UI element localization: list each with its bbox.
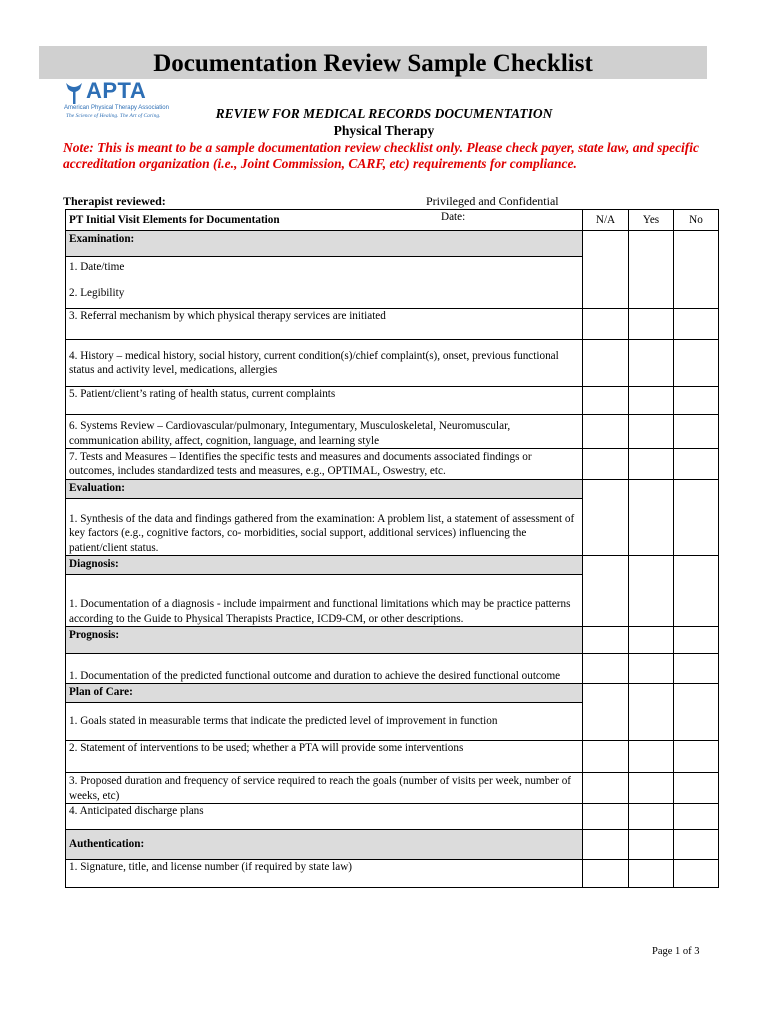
checkbox-yes[interactable]	[629, 627, 674, 654]
checkbox-no[interactable]	[674, 654, 719, 684]
section-authentication: Authentication:	[66, 830, 583, 860]
checkbox-na[interactable]	[583, 741, 629, 773]
table-header-row	[66, 210, 719, 231]
table-row	[66, 415, 719, 449]
date-label: Date:	[441, 211, 466, 223]
checkbox-yes[interactable]	[629, 415, 674, 449]
checkbox-yes[interactable]	[629, 684, 674, 741]
checkbox-yes[interactable]	[629, 654, 674, 684]
checkbox-no[interactable]	[674, 556, 719, 627]
evaluation-item-synthesis: 1. Synthesis of the data and findings gathered from the examination: A problem list, a statement of assessment of key factors (e.g., cognitive factors, co- morbidities, social support, additional services) influencing the patient/client status.	[66, 499, 583, 556]
checkbox-no[interactable]	[674, 309, 719, 340]
table-row	[66, 860, 719, 888]
logo-tagline: The Science of Healing. The Art of Caring.	[66, 113, 161, 119]
exam-item-rating: 5. Patient/client’s rating of health status, current complaints	[66, 387, 583, 415]
checkbox-no[interactable]	[674, 860, 719, 888]
therapist-label: Therapist reviewed:	[63, 194, 166, 208]
checkbox-yes[interactable]	[629, 231, 674, 309]
exam-item-tests-measures: 7. Tests and Measures – Identifies the specific tests and measures and documents associated findings or outcomes, includes standardized tests and measures, e.g., OPTIMAL, Oswestry, etc.	[66, 449, 583, 480]
table-row	[66, 830, 719, 860]
checkbox-no[interactable]	[674, 415, 719, 449]
checkbox-na[interactable]	[583, 309, 629, 340]
checkbox-na[interactable]	[583, 830, 629, 860]
table-row	[66, 231, 719, 257]
table-header-label: PT Initial Visit Elements for Documentation	[69, 213, 280, 226]
diagnosis-item-documentation: 1. Documentation of a diagnosis - include impairment and functional limitations which may be practice patterns according to the Guide to Physical Therapists Practice, ICD9-CM, or other descriptions.	[66, 575, 583, 627]
table-row	[66, 684, 719, 703]
page-title: Documentation Review Sample Checklist	[153, 50, 593, 77]
logo-org-name: American Physical Therapy Association	[64, 105, 169, 111]
compliance-note: Note: This is meant to be a sample documentation review checklist only. Please check payer, state law, and specific accreditation organization (i.e., Joint Commission, CARF, etc) requirements for compliance.	[63, 140, 700, 171]
checkbox-na[interactable]	[583, 627, 629, 654]
checkbox-no[interactable]	[674, 741, 719, 773]
checkbox-no[interactable]	[674, 773, 719, 804]
checklist-table	[65, 209, 719, 888]
subtitle: Physical Therapy	[333, 123, 435, 138]
checkbox-na[interactable]	[583, 449, 629, 480]
table-row	[66, 309, 719, 340]
review-title: REVIEW FOR MEDICAL RECORDS DOCUMENTATION	[215, 106, 553, 121]
checkbox-na[interactable]	[583, 654, 629, 684]
checkbox-na[interactable]	[583, 231, 629, 309]
checkbox-yes[interactable]	[629, 830, 674, 860]
exam-item-history: 4. History – medical history, social history, current condition(s)/chief complaint(s), onset, previous functional status and activity level, medications, allergies	[66, 340, 583, 387]
column-na: N/A	[583, 210, 629, 231]
table-row	[66, 804, 719, 830]
checkbox-na[interactable]	[583, 387, 629, 415]
checkbox-no[interactable]	[674, 449, 719, 480]
checkbox-na[interactable]	[583, 556, 629, 627]
checkbox-yes[interactable]	[629, 340, 674, 387]
section-evaluation: Evaluation:	[66, 480, 583, 499]
checkbox-no[interactable]	[674, 830, 719, 860]
checkbox-na[interactable]	[583, 415, 629, 449]
column-yes: Yes	[629, 210, 674, 231]
table-row	[66, 773, 719, 804]
authentication-item-signature: 1. Signature, title, and license number (if required by state law)	[66, 860, 583, 888]
apta-emblem-icon	[64, 81, 84, 105]
checkbox-yes[interactable]	[629, 860, 674, 888]
checkbox-yes[interactable]	[629, 309, 674, 340]
checkbox-yes[interactable]	[629, 480, 674, 556]
page-number: Page 1 of 3	[652, 946, 700, 957]
checkbox-no[interactable]	[674, 387, 719, 415]
table-row	[66, 556, 719, 575]
table-row	[66, 340, 719, 387]
logo-wordmark: APTA	[86, 78, 147, 103]
checkbox-no[interactable]	[674, 340, 719, 387]
plan-item-discharge: 4. Anticipated discharge plans	[66, 804, 583, 830]
plan-item-interventions: 2. Statement of interventions to be used; whether a PTA will provide some interventions	[66, 741, 583, 773]
section-examination: Examination:	[66, 231, 583, 257]
checkbox-na[interactable]	[583, 480, 629, 556]
checkbox-no[interactable]	[674, 480, 719, 556]
table-row	[66, 741, 719, 773]
checkbox-no[interactable]	[674, 627, 719, 654]
checkbox-yes[interactable]	[629, 449, 674, 480]
title-bar	[39, 46, 707, 79]
checkbox-na[interactable]	[583, 860, 629, 888]
checkbox-na[interactable]	[583, 340, 629, 387]
exam-item-date-time: 1. Date/time	[69, 260, 125, 273]
section-diagnosis: Diagnosis:	[66, 556, 583, 575]
checkbox-no[interactable]	[674, 684, 719, 741]
exam-item-systems-review: 6. Systems Review – Cardiovascular/pulmonary, Integumentary, Musculoskeletal, Neuromuscular, communication ability, affect, cognition, language, and learning style	[66, 415, 583, 449]
exam-item-referral: 3. Referral mechanism by which physical therapy services are initiated	[66, 309, 583, 340]
checkbox-na[interactable]	[583, 804, 629, 830]
checkbox-yes[interactable]	[629, 804, 674, 830]
table-row	[66, 480, 719, 499]
table-row	[66, 654, 719, 684]
checkbox-yes[interactable]	[629, 387, 674, 415]
checkbox-yes[interactable]	[629, 556, 674, 627]
checkbox-na[interactable]	[583, 773, 629, 804]
table-row	[66, 449, 719, 480]
section-prognosis: Prognosis:	[66, 627, 583, 654]
section-plan-of-care: Plan of Care:	[66, 684, 583, 703]
prognosis-item-outcome: 1. Documentation of the predicted functional outcome and duration to achieve the desired functional outcome	[66, 654, 583, 684]
checkbox-no[interactable]	[674, 804, 719, 830]
checkbox-na[interactable]	[583, 684, 629, 741]
checkbox-yes[interactable]	[629, 741, 674, 773]
table-row	[66, 387, 719, 415]
table-header	[66, 210, 583, 231]
exam-items-1-2	[66, 257, 583, 309]
column-no: No	[674, 210, 719, 231]
confidential-label: Privileged and Confidential	[426, 194, 559, 208]
checkbox-no[interactable]	[674, 231, 719, 309]
plan-item-goals: 1. Goals stated in measurable terms that indicate the predicted level of improvement in function	[66, 703, 583, 741]
checkbox-yes[interactable]	[629, 773, 674, 804]
exam-item-legibility: 2. Legibility	[69, 286, 125, 299]
plan-item-duration: 3. Proposed duration and frequency of service required to reach the goals (number of visits per week, number of weeks, etc)	[66, 773, 583, 804]
table-row	[66, 627, 719, 654]
